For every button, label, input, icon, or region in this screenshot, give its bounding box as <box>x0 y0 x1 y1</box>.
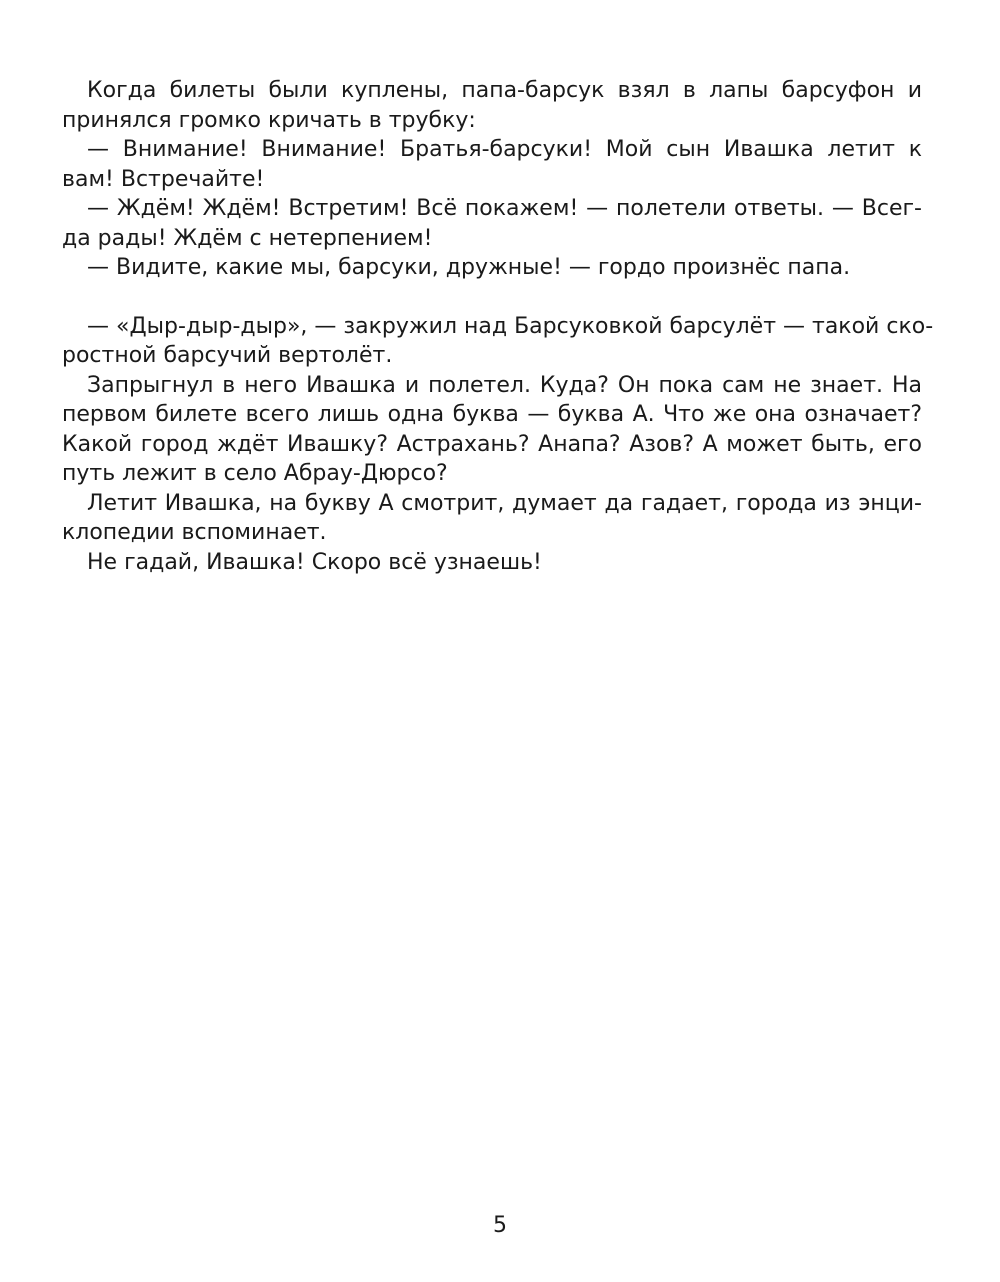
text-line: да рады! Ждём с нетерпением! <box>62 225 433 251</box>
text-line: — «Дыр-дыр-дыр», — закружил над Барсуковкой барсулёт — такой ско- <box>87 313 934 339</box>
paragraph <box>62 548 922 578</box>
text-line: принялся громко кричать в трубку: <box>62 107 476 133</box>
section-gap <box>62 283 922 312</box>
paragraph <box>62 135 922 194</box>
text-line: Когда билеты были куплены, папа-барсук взял в лапы барсуфон и <box>87 78 922 103</box>
paragraph <box>62 489 922 548</box>
text-line: Запрыгнул в него Ивашка и полетел. Куда? Он пока сам не знает. На <box>87 372 922 398</box>
paragraph <box>62 371 922 489</box>
text-line: клопедии вспоминает. <box>62 520 327 545</box>
text-line: первом билете всего лишь одна буква — буква А. Что же она означает? <box>62 402 922 427</box>
text-line: Летит Ивашка, на букву А смотрит, думает да гадает, города из энци- <box>87 490 922 516</box>
text-line: — Внимание! Внимание! Братья-барсуки! Мой сын Ивашка летит к <box>87 137 922 162</box>
text-line: — Ждём! Ждём! Встретим! Всё покажем! — полетели ответы. — Всег- <box>87 196 922 221</box>
text-line: Какой город ждёт Ивашку? Астрахань? Анапа? Азов? А может быть, его <box>62 431 922 457</box>
paragraph <box>62 76 922 135</box>
text-line: ростной барсучий вертолёт. <box>62 343 393 368</box>
paragraph <box>62 194 922 253</box>
paragraph <box>62 312 934 371</box>
text-line: вам! Встречайте! <box>62 166 265 192</box>
page-number: 5 <box>493 1213 507 1238</box>
text-line: Не гадай, Ивашка! Скоро всё узнаешь! <box>87 549 542 575</box>
page-text <box>62 76 934 577</box>
paragraph <box>62 253 922 283</box>
text-line: — Видите, какие мы, барсуки, дружные! — гордо произнёс папа. <box>87 255 851 280</box>
text-line: путь лежит в село Абрау-Дюрсо? <box>62 461 448 486</box>
